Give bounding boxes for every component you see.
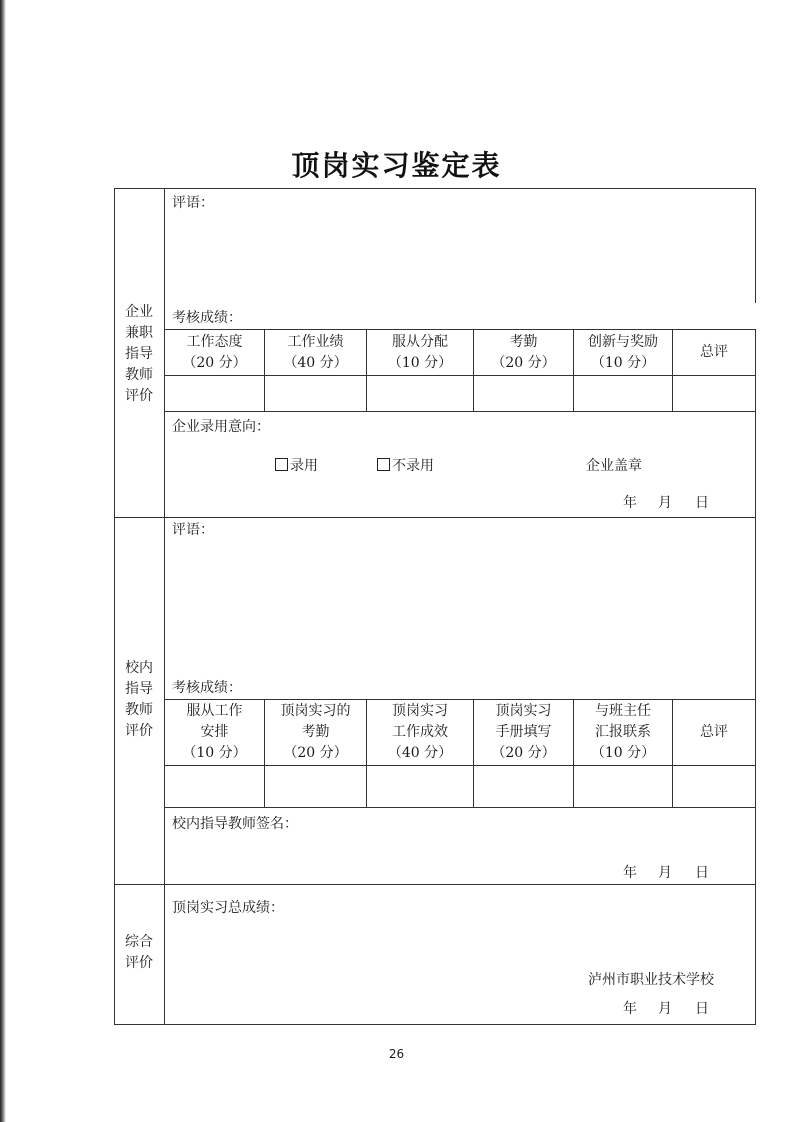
page-number: 26	[388, 1047, 405, 1061]
school-date-month: 月	[658, 865, 672, 881]
school-date-year: 年	[623, 865, 637, 881]
enterprise-header-total: 总评	[700, 344, 728, 360]
school-name: 泸州市职业技术学校	[588, 972, 714, 988]
school-score-obedience[interactable]	[165, 766, 264, 807]
hiring-intent-label: 企业录用意向：	[172, 419, 270, 435]
school-side-label: 校内 指导 教师 评价	[125, 660, 153, 739]
enterprise-score-label: 考核成绩：	[172, 310, 242, 326]
school-score-label: 考核成绩：	[172, 680, 242, 696]
school-score-reporting[interactable]	[574, 766, 672, 807]
enterprise-comment-area[interactable]	[166, 214, 752, 302]
enterprise-header-innovation: 创新与奖励 （10 分）	[588, 333, 658, 371]
enterprise-score-attendance[interactable]	[474, 376, 573, 411]
enterprise-header-attitude: 工作态度 （20 分）	[182, 333, 247, 371]
school-header-effectiveness: 顶岗实习 工作成效 （40 分）	[387, 703, 453, 761]
enterprise-score-total[interactable]	[673, 376, 755, 411]
school-score-attendance[interactable]	[265, 766, 366, 807]
school-score-effectiveness[interactable]	[367, 766, 473, 807]
school-comment-area[interactable]	[166, 542, 752, 677]
overall-date-month: 月	[658, 1001, 672, 1017]
school-header-handbook: 顶岗实习 手册填写 （20 分）	[491, 703, 556, 761]
enterprise-date-year: 年	[623, 495, 637, 511]
school-header-obedience: 服从工作 安排 （10 分）	[182, 703, 247, 761]
no-hire-checkbox[interactable]	[377, 458, 390, 471]
overall-date-year: 年	[623, 1001, 637, 1017]
enterprise-score-performance[interactable]	[265, 376, 366, 411]
hire-option[interactable]: 录用	[275, 458, 318, 474]
school-header-attendance: 顶岗实习的 考勤 （20 分）	[280, 703, 351, 761]
school-header-reporting: 与班主任 汇报联系 （10 分）	[590, 703, 656, 761]
overall-side-label: 综合 评价	[125, 934, 153, 971]
school-score-total[interactable]	[673, 766, 755, 807]
enterprise-score-innovation[interactable]	[574, 376, 672, 411]
page-title: 顶岗实习鉴定表	[291, 149, 502, 182]
school-score-handbook[interactable]	[474, 766, 573, 807]
school-comment-label: 评语：	[172, 522, 214, 538]
enterprise-date-day: 日	[695, 495, 709, 511]
enterprise-comment-label: 评语：	[172, 195, 214, 211]
enterprise-score-attitude[interactable]	[165, 376, 264, 411]
school-header-total: 总评	[700, 724, 728, 740]
overall-date-day: 日	[695, 1001, 709, 1017]
enterprise-date-month: 月	[658, 495, 672, 511]
company-seal-label: 企业盖章	[586, 458, 642, 474]
teacher-signature-label: 校内指导教师签名：	[172, 816, 298, 832]
total-score-label: 顶岗实习总成绩：	[172, 900, 284, 916]
no-hire-option[interactable]: 不录用	[377, 458, 434, 474]
enterprise-side-label: 企业 兼职 指导 教师 评价	[125, 304, 153, 404]
teacher-signature-field[interactable]	[300, 812, 600, 838]
hire-checkbox[interactable]	[275, 458, 288, 471]
enterprise-score-obedience[interactable]	[367, 376, 473, 411]
enterprise-header-obedience: 服从分配 （10 分）	[387, 333, 453, 371]
school-date-day: 日	[695, 865, 709, 881]
enterprise-header-attendance: 考勤 （20 分）	[491, 333, 556, 371]
enterprise-header-performance: 工作业绩 （40 分）	[283, 333, 348, 371]
total-score-field[interactable]	[290, 895, 490, 921]
